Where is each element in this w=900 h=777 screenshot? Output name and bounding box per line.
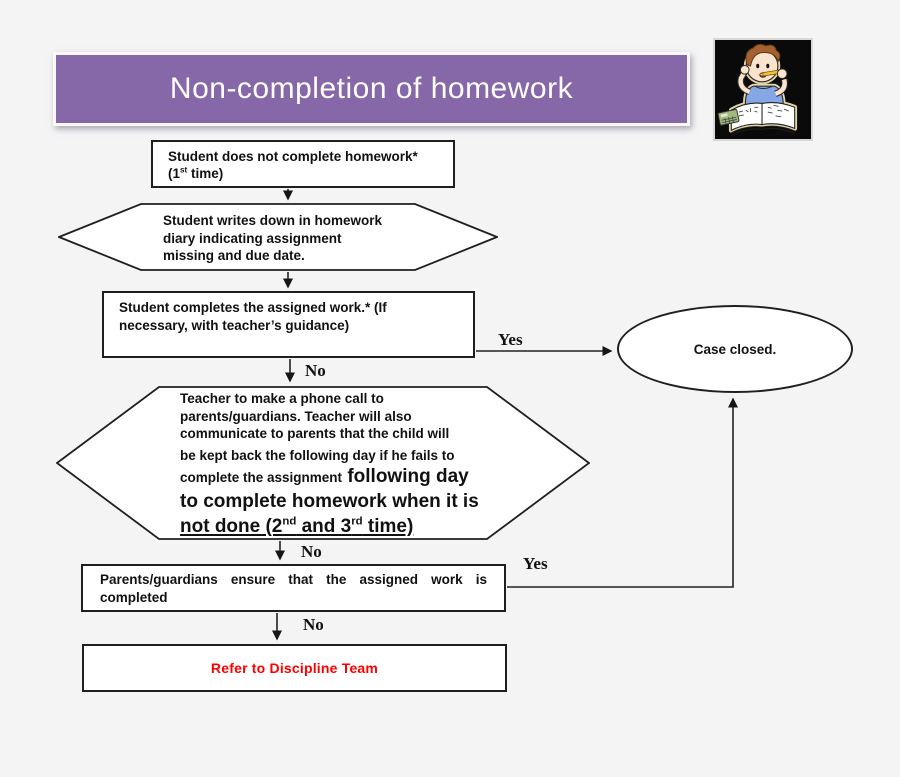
edge-label-yes: Yes	[523, 554, 548, 573]
node-writes-in-diary	[58, 203, 498, 271]
node-student-completes	[102, 291, 475, 358]
page-title: Non-completion of homework	[169, 72, 574, 105]
edge-label-no: No	[305, 361, 326, 380]
node-text: Parents/guardians ensure that the assigned work is completed	[100, 572, 487, 605]
edge-label-yes: Yes	[498, 330, 523, 349]
node-text: Student writes down in homework diary indicating assignment missing and due date.	[163, 213, 383, 263]
edge-label-no: No	[301, 542, 322, 561]
node-text-line: (1st time)	[168, 165, 224, 181]
node-text: Case closed.	[693, 341, 777, 357]
node-text: Teacher to make a phone call to parents/guardians. Teacher will also communicate to parents that the child will be kept back the following day if he fails to complete the assignment following day to complete homework when it is not done (2nd and 3rd time)	[180, 391, 479, 537]
node-text-line: Student does not complete homework*	[168, 149, 418, 164]
node-parents-ensure	[81, 564, 506, 612]
node-refer-discipline-team	[82, 644, 507, 692]
node-case-closed	[617, 305, 853, 393]
node-student-not-complete	[151, 140, 455, 188]
refer-text: Refer to Discipline Team	[210, 660, 379, 676]
node-text: Student completes the assigned work.* (If necessary, with teacher’s guidance)	[119, 300, 387, 333]
boy-doing-homework-icon	[715, 40, 811, 139]
homework-clipart-frame	[713, 38, 813, 141]
edge-label-no: No	[303, 615, 324, 634]
node-teacher-phone-call	[56, 386, 590, 540]
title-banner	[53, 52, 690, 126]
